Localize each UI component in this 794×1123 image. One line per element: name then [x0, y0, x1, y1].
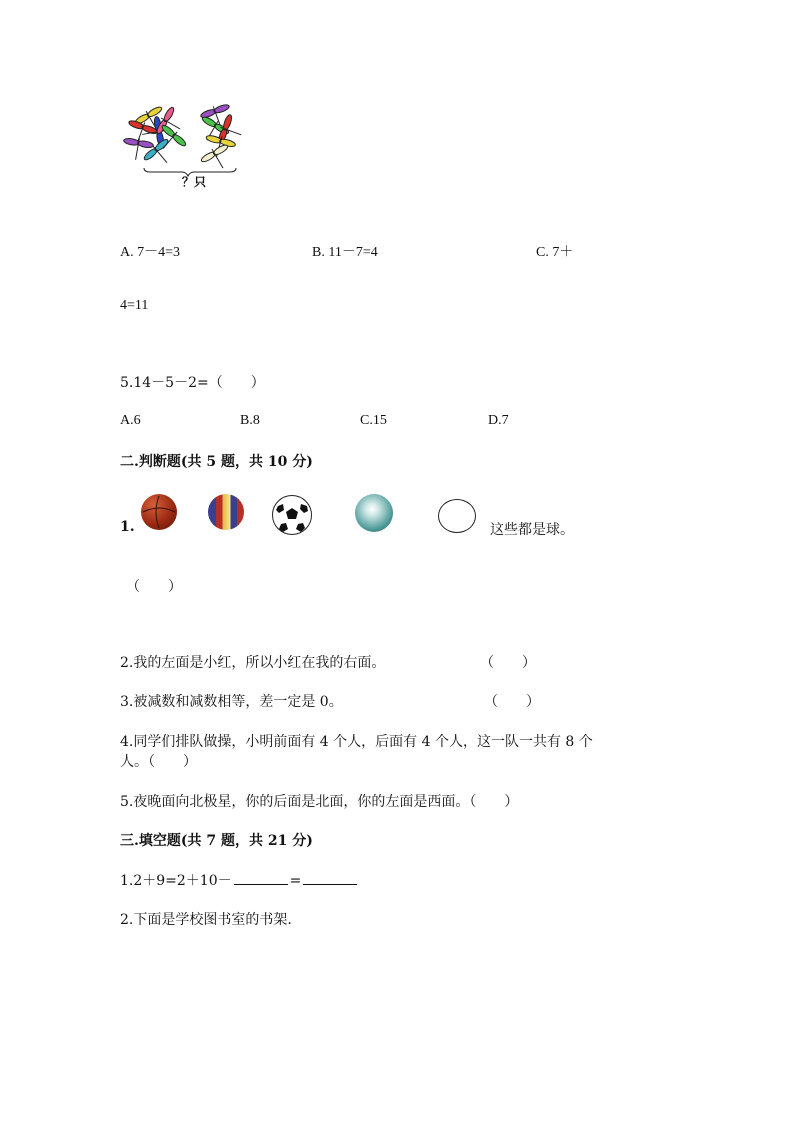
q5-stem: 5.14－5－2=（ ） [120, 375, 265, 391]
q5-option-d[interactable]: D.7 [488, 413, 509, 428]
section3-title: 三.填空题(共 7 题，共 21 分) [120, 833, 313, 849]
tf-q2-answer-paren[interactable]: （ ） [480, 655, 536, 671]
fill-q2-text: 2.下面是学校图书室的书架. [120, 912, 292, 928]
fill-q1-blank-2[interactable] [303, 870, 357, 885]
tf-q3-text: 3.被减数和减数相等，差一定是 0。 [120, 694, 343, 710]
q4-option-a[interactable]: A. 7－4=3 [120, 245, 181, 260]
q5-option-c[interactable]: C.15 [360, 413, 387, 428]
soccer-ball-image [272, 495, 312, 535]
q5-option-a[interactable]: A.6 [120, 413, 141, 428]
glass-ball-image [355, 494, 393, 532]
tf-q5-text[interactable]: 5.夜晚面向北极星，你的后面是北面，你的左面是西面。（ ） [120, 794, 519, 810]
basketball-image [141, 494, 177, 530]
beach-ball-image [208, 494, 244, 530]
tf-q3-answer-paren[interactable]: （ ） [484, 694, 540, 710]
fill-q1-expression: 1.2＋9=2＋10－ [120, 873, 232, 889]
tf-q1-answer-paren[interactable]: （ ） [126, 579, 182, 595]
fill-q1-equals: = [289, 873, 302, 889]
tf-q4-line1: 4.同学们排队做操，小明前面有 4 个人，后面有 4 个人，这一队一共有 8 个 [120, 734, 593, 750]
oval-shape-image [438, 499, 476, 533]
q4-option-c[interactable]: C. 7＋ [536, 245, 574, 260]
section2-title: 二.判断题(共 5 题，共 10 分) [120, 454, 313, 470]
tf-q1-text: 这些都是球。 [490, 522, 574, 538]
tf-q2-text: 2.我的左面是小红，所以小红在我的右面。 [120, 655, 386, 671]
q5-option-b[interactable]: B.8 [240, 413, 260, 428]
q4-option-b[interactable]: B. 11－7=4 [312, 245, 378, 260]
fill-q1 [120, 870, 359, 890]
tf-q1-number: 1. [120, 519, 135, 535]
q4-option-c-continued: 4=11 [120, 298, 149, 313]
tf-q4-line2[interactable]: 人。（ ） [120, 754, 197, 770]
brace-label: ？只 [182, 175, 207, 189]
fill-q1-blank-1[interactable] [234, 870, 288, 885]
